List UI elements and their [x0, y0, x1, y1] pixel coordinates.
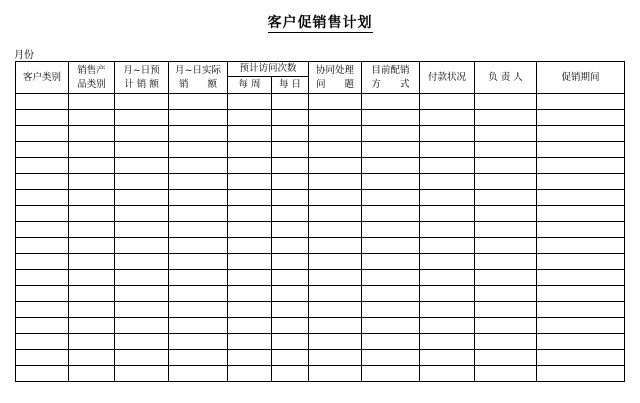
table-cell[interactable] [475, 366, 537, 382]
header-actual-sales-line2: 销 额 [178, 78, 217, 90]
table-row [16, 222, 625, 238]
table-cell[interactable] [228, 126, 272, 142]
table-cell[interactable] [362, 366, 420, 382]
table-cell[interactable] [420, 254, 475, 270]
table-cell[interactable] [115, 334, 169, 350]
table-cell[interactable] [16, 334, 69, 350]
sales-plan-table [15, 61, 625, 382]
table-cell[interactable] [16, 222, 69, 238]
table-cell[interactable] [228, 238, 272, 254]
table-cell[interactable] [272, 350, 309, 366]
table-cell[interactable] [228, 254, 272, 270]
table-cell[interactable] [362, 206, 420, 222]
table-cell[interactable] [537, 126, 625, 142]
table-cell[interactable] [309, 302, 362, 318]
table-cell[interactable] [537, 334, 625, 350]
table-cell[interactable] [115, 302, 169, 318]
table-cell[interactable] [228, 350, 272, 366]
table-cell[interactable] [115, 110, 169, 126]
table-cell[interactable] [115, 206, 169, 222]
table-cell[interactable] [115, 94, 169, 110]
header-product-type [69, 62, 115, 94]
table-cell[interactable] [169, 174, 228, 190]
table-cell[interactable] [169, 222, 228, 238]
table-cell[interactable] [272, 254, 309, 270]
table-cell[interactable] [16, 174, 69, 190]
table-cell[interactable] [537, 366, 625, 382]
table-cell[interactable] [228, 318, 272, 334]
month-label: 月份 [14, 50, 34, 61]
header-coordination-line1: 协同处理 [316, 64, 355, 76]
table-cell[interactable] [420, 318, 475, 334]
table-cell[interactable] [69, 366, 115, 382]
table-cell[interactable] [537, 110, 625, 126]
header-responsible: 负 责 人 [475, 62, 537, 94]
table-cell[interactable] [169, 158, 228, 174]
table-cell[interactable] [272, 94, 309, 110]
table-cell[interactable] [272, 366, 309, 382]
table-cell[interactable] [16, 238, 69, 254]
table-cell[interactable] [362, 318, 420, 334]
table-cell[interactable] [169, 334, 228, 350]
table-row [16, 94, 625, 110]
table-cell[interactable] [69, 206, 115, 222]
table-cell[interactable] [69, 302, 115, 318]
table-cell[interactable] [362, 222, 420, 238]
header-customer-type: 客户类别 [16, 62, 69, 94]
table-cell[interactable] [115, 366, 169, 382]
table-row [16, 174, 625, 190]
table-cell[interactable] [420, 174, 475, 190]
header-daily: 每 日 [272, 77, 309, 94]
table-cell[interactable] [309, 318, 362, 334]
table-cell[interactable] [537, 222, 625, 238]
table-cell[interactable] [420, 110, 475, 126]
table-cell[interactable] [537, 286, 625, 302]
table-cell[interactable] [309, 254, 362, 270]
table-cell[interactable] [537, 174, 625, 190]
table-cell[interactable] [115, 142, 169, 158]
table-cell[interactable] [272, 270, 309, 286]
table-cell[interactable] [69, 334, 115, 350]
header-product-type-line1: 销售产 [77, 64, 106, 76]
table-cell[interactable] [420, 222, 475, 238]
table-cell[interactable] [69, 94, 115, 110]
table-cell[interactable] [169, 142, 228, 158]
table-cell[interactable] [309, 142, 362, 158]
table-cell[interactable] [169, 350, 228, 366]
table-cell[interactable] [309, 350, 362, 366]
table-cell[interactable] [272, 142, 309, 158]
table-cell[interactable] [362, 302, 420, 318]
table-cell[interactable] [69, 318, 115, 334]
table-cell[interactable] [228, 110, 272, 126]
table-cell[interactable] [115, 286, 169, 302]
table-cell[interactable] [272, 222, 309, 238]
table-cell[interactable] [69, 158, 115, 174]
table-cell[interactable] [16, 350, 69, 366]
table-row [16, 302, 625, 318]
table-cell[interactable] [362, 350, 420, 366]
table-cell[interactable] [169, 286, 228, 302]
table-cell[interactable] [115, 318, 169, 334]
header-promo-period: 促销期间 [537, 62, 625, 94]
table-cell[interactable] [228, 158, 272, 174]
table-row [16, 270, 625, 286]
table-cell[interactable] [537, 302, 625, 318]
table-cell[interactable] [475, 270, 537, 286]
table-row [16, 318, 625, 334]
table-cell[interactable] [69, 286, 115, 302]
table-row [16, 126, 625, 142]
table-cell[interactable] [115, 350, 169, 366]
table-cell[interactable] [420, 366, 475, 382]
table-cell[interactable] [537, 142, 625, 158]
table-cell[interactable] [69, 254, 115, 270]
table-cell[interactable] [16, 318, 69, 334]
table-cell[interactable] [16, 302, 69, 318]
table-cell[interactable] [272, 190, 309, 206]
table-cell[interactable] [272, 238, 309, 254]
table-cell[interactable] [537, 206, 625, 222]
table-cell[interactable] [475, 110, 537, 126]
table-cell[interactable] [537, 94, 625, 110]
header-current-method-line1: 目前配销 [371, 64, 410, 76]
table-cell[interactable] [537, 254, 625, 270]
table-cell[interactable] [420, 94, 475, 110]
table-cell[interactable] [309, 206, 362, 222]
table-cell[interactable] [309, 174, 362, 190]
table-cell[interactable] [228, 94, 272, 110]
table-cell[interactable] [420, 350, 475, 366]
header-coordination [309, 62, 362, 94]
table-cell[interactable] [69, 238, 115, 254]
table-row [16, 254, 625, 270]
table-cell[interactable] [228, 206, 272, 222]
table-cell[interactable] [362, 334, 420, 350]
table-cell[interactable] [475, 206, 537, 222]
table-cell[interactable] [169, 110, 228, 126]
table-cell[interactable] [420, 238, 475, 254]
table-cell[interactable] [228, 334, 272, 350]
table-row [16, 286, 625, 302]
table-cell[interactable] [475, 190, 537, 206]
table-cell[interactable] [309, 334, 362, 350]
table-cell[interactable] [309, 286, 362, 302]
table-cell[interactable] [272, 110, 309, 126]
table-cell[interactable] [115, 270, 169, 286]
header-planned-visits: 预计访问次数 [228, 62, 309, 77]
table-cell[interactable] [362, 190, 420, 206]
table-cell[interactable] [115, 126, 169, 142]
table-row [16, 142, 625, 158]
table-cell[interactable] [228, 286, 272, 302]
header-planned-sales-line2: 计 销 额 [124, 78, 159, 90]
table-cell[interactable] [309, 190, 362, 206]
table-cell[interactable] [69, 126, 115, 142]
table-cell[interactable] [115, 254, 169, 270]
table-row [16, 158, 625, 174]
table-cell[interactable] [420, 302, 475, 318]
table-cell[interactable] [228, 302, 272, 318]
table-cell[interactable] [420, 190, 475, 206]
table-cell[interactable] [420, 334, 475, 350]
table-cell[interactable] [475, 286, 537, 302]
table-cell[interactable] [420, 126, 475, 142]
table-cell[interactable] [115, 174, 169, 190]
table-cell[interactable] [420, 158, 475, 174]
table-row [16, 334, 625, 350]
table-cell[interactable] [475, 350, 537, 366]
table-cell[interactable] [475, 334, 537, 350]
table-cell[interactable] [69, 110, 115, 126]
table-cell[interactable] [169, 270, 228, 286]
table-cell[interactable] [362, 254, 420, 270]
table-cell[interactable] [272, 286, 309, 302]
table-cell[interactable] [475, 222, 537, 238]
table-cell[interactable] [475, 158, 537, 174]
table-cell[interactable] [169, 206, 228, 222]
table-cell[interactable] [475, 302, 537, 318]
table-row [16, 110, 625, 126]
table-cell[interactable] [169, 238, 228, 254]
table-cell[interactable] [228, 142, 272, 158]
table-cell[interactable] [272, 174, 309, 190]
table-cell[interactable] [16, 270, 69, 286]
header-payment-status: 付款状况 [420, 62, 475, 94]
table-cell[interactable] [475, 174, 537, 190]
table-cell[interactable] [309, 222, 362, 238]
header-actual-sales [169, 62, 228, 94]
table-cell[interactable] [537, 270, 625, 286]
header-current-method-line2: 方 式 [371, 78, 410, 90]
table-cell[interactable] [309, 270, 362, 286]
table-row [16, 190, 625, 206]
table-cell[interactable] [16, 254, 69, 270]
table-cell[interactable] [228, 270, 272, 286]
header-planned-sales-line1: 月~日预 [123, 64, 160, 76]
table-cell[interactable] [228, 190, 272, 206]
header-coordination-line2: 问 题 [316, 78, 355, 90]
table-cell[interactable] [362, 110, 420, 126]
table-cell[interactable] [309, 110, 362, 126]
table-cell[interactable] [475, 126, 537, 142]
table-cell[interactable] [272, 302, 309, 318]
table-cell[interactable] [362, 126, 420, 142]
table-cell[interactable] [420, 270, 475, 286]
table-cell[interactable] [272, 334, 309, 350]
table-cell[interactable] [309, 94, 362, 110]
table-cell[interactable] [537, 238, 625, 254]
table-cell[interactable] [475, 318, 537, 334]
table-cell[interactable] [115, 158, 169, 174]
table-cell[interactable] [16, 110, 69, 126]
table-cell[interactable] [16, 286, 69, 302]
table-cell[interactable] [169, 318, 228, 334]
table-row [16, 206, 625, 222]
table-row [16, 366, 625, 382]
table-cell[interactable] [537, 318, 625, 334]
table-cell[interactable] [115, 190, 169, 206]
table-cell[interactable] [169, 94, 228, 110]
table-cell[interactable] [228, 366, 272, 382]
table-cell[interactable] [309, 366, 362, 382]
table-cell[interactable] [309, 126, 362, 142]
table-cell[interactable] [537, 190, 625, 206]
table-row [16, 238, 625, 254]
table-cell[interactable] [16, 366, 69, 382]
table-cell[interactable] [475, 94, 537, 110]
table-cell[interactable] [362, 94, 420, 110]
header-actual-sales-line1: 月~日实际 [175, 64, 221, 76]
table-cell[interactable] [475, 254, 537, 270]
header-current-method [362, 62, 420, 94]
table-cell[interactable] [362, 142, 420, 158]
table-cell[interactable] [420, 286, 475, 302]
table-cell[interactable] [272, 126, 309, 142]
header-product-type-line2: 品类别 [77, 78, 106, 90]
table-cell[interactable] [309, 238, 362, 254]
table-cell[interactable] [69, 190, 115, 206]
table-cell[interactable] [362, 238, 420, 254]
table-cell[interactable] [272, 318, 309, 334]
table-row [16, 350, 625, 366]
document-title-text: 客户促销售计划 [267, 15, 373, 31]
document-title [0, 12, 640, 32]
table-cell[interactable] [537, 158, 625, 174]
table-cell[interactable] [272, 206, 309, 222]
table-cell[interactable] [169, 126, 228, 142]
table-cell[interactable] [169, 190, 228, 206]
table-cell[interactable] [115, 238, 169, 254]
table-cell[interactable] [169, 366, 228, 382]
table-cell[interactable] [537, 350, 625, 366]
table-cell[interactable] [69, 174, 115, 190]
header-planned-sales [115, 62, 169, 94]
table-body [16, 94, 625, 382]
table-cell[interactable] [115, 222, 169, 238]
table-cell[interactable] [69, 350, 115, 366]
table-cell[interactable] [475, 238, 537, 254]
table-cell[interactable] [420, 206, 475, 222]
table-cell[interactable] [228, 222, 272, 238]
header-weekly: 每 周 [228, 77, 272, 94]
table-cell[interactable] [69, 270, 115, 286]
table-cell[interactable] [362, 158, 420, 174]
table-cell[interactable] [362, 174, 420, 190]
table-cell[interactable] [16, 158, 69, 174]
table-cell[interactable] [362, 270, 420, 286]
table-cell[interactable] [69, 222, 115, 238]
table-cell[interactable] [16, 126, 69, 142]
table-cell[interactable] [309, 158, 362, 174]
table-cell[interactable] [16, 142, 69, 158]
table-cell[interactable] [272, 158, 309, 174]
table-cell[interactable] [69, 142, 115, 158]
table-cell[interactable] [16, 190, 69, 206]
table-cell[interactable] [475, 142, 537, 158]
table-cell[interactable] [169, 254, 228, 270]
table-cell[interactable] [169, 302, 228, 318]
table-cell[interactable] [420, 142, 475, 158]
table-cell[interactable] [362, 286, 420, 302]
table-cell[interactable] [228, 174, 272, 190]
table-cell[interactable] [16, 94, 69, 110]
table-cell[interactable] [16, 206, 69, 222]
